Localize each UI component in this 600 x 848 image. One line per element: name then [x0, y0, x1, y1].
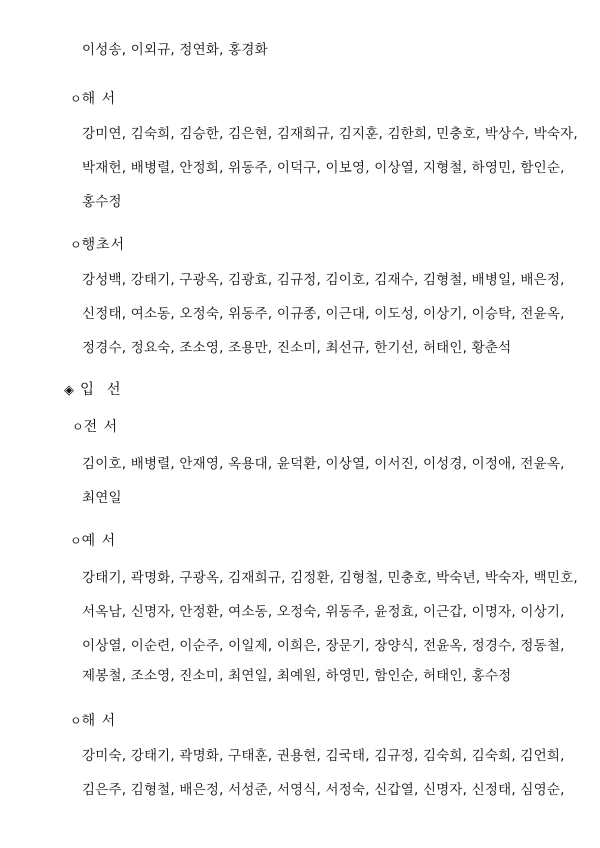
category-heading-haeseo-2	[70, 710, 116, 730]
name-line: 서옥남, 신명자, 안정환, 여소동, 오정숙, 위동주, 윤정효, 이근갑, 이명자, 이상기,	[82, 604, 565, 620]
name-line: 이성송, 이외규, 정연화, 홍경화	[82, 42, 268, 58]
name-line: 강태기, 곽명화, 구광옥, 김재희규, 김정환, 김형철, 민충호, 박숙년, 박숙자, 백민호,	[82, 570, 578, 586]
heading-marker: ㅇ	[70, 238, 82, 252]
name-line: 김은주, 김형철, 배은정, 서성준, 서영식, 서정숙, 신갑열, 신명자, 신정태, 심영순,	[82, 782, 565, 798]
heading-marker: ㅇ	[72, 420, 84, 434]
diamond-icon: ◈	[64, 383, 74, 398]
name-line: 이상열, 이순련, 이순주, 이일제, 이희은, 장문기, 장양식, 전윤옥, 정경수, 정동철,	[82, 638, 565, 654]
name-line: 강성백, 강태기, 구광옥, 김광효, 김규정, 김이호, 김재수, 김형철, 배병일, 배은정,	[82, 272, 565, 288]
heading-marker: ㅇ	[70, 714, 82, 728]
heading-text: 전 서	[83, 419, 119, 435]
category-heading-haeseo	[70, 88, 116, 108]
name-line: 김이호, 배병렬, 안재영, 옥용대, 윤덕환, 이상열, 이서진, 이성경, 이정애, 전윤옥,	[82, 456, 565, 472]
name-line: 정경수, 정요숙, 조소영, 조용만, 진소미, 최선규, 한기선, 허태인, 황춘석	[82, 340, 512, 356]
name-line: 홍수정	[82, 194, 122, 210]
heading-marker: ㅇ	[70, 534, 82, 548]
heading-text: 예 서	[81, 533, 117, 549]
name-line: 박재헌, 배병렬, 안정희, 위동주, 이덕구, 이보영, 이상열, 지형철, 하영민, 함인순,	[82, 160, 565, 176]
category-heading-haengchoseo	[70, 234, 125, 254]
heading-text: 행초서	[81, 237, 126, 253]
name-line: 강미숙, 강태기, 곽명화, 구태훈, 권용현, 김국태, 김규정, 김숙희, 김숙희, 김언희,	[82, 748, 565, 764]
section-title: 입 선	[80, 382, 125, 398]
heading-text: 해 서	[81, 713, 117, 729]
category-heading-yeseo	[70, 530, 116, 550]
heading-text: 해 서	[81, 91, 117, 107]
section-heading-ipseon	[64, 378, 125, 399]
heading-marker: ㅇ	[70, 92, 82, 106]
name-line: 최연일	[82, 490, 122, 506]
name-line: 제봉철, 조소영, 진소미, 최연일, 최예원, 하영민, 함인순, 허태인, 홍수정	[82, 668, 512, 684]
name-line: 신정태, 여소동, 오정숙, 위동주, 이규종, 이근대, 이도성, 이상기, 이승탁, 전윤옥,	[82, 306, 565, 322]
category-heading-jeonseo	[72, 416, 118, 436]
name-line: 강미연, 김숙희, 김승한, 김은현, 김재희규, 김지훈, 김한희, 민충호, 박상수, 박숙자,	[82, 126, 578, 142]
